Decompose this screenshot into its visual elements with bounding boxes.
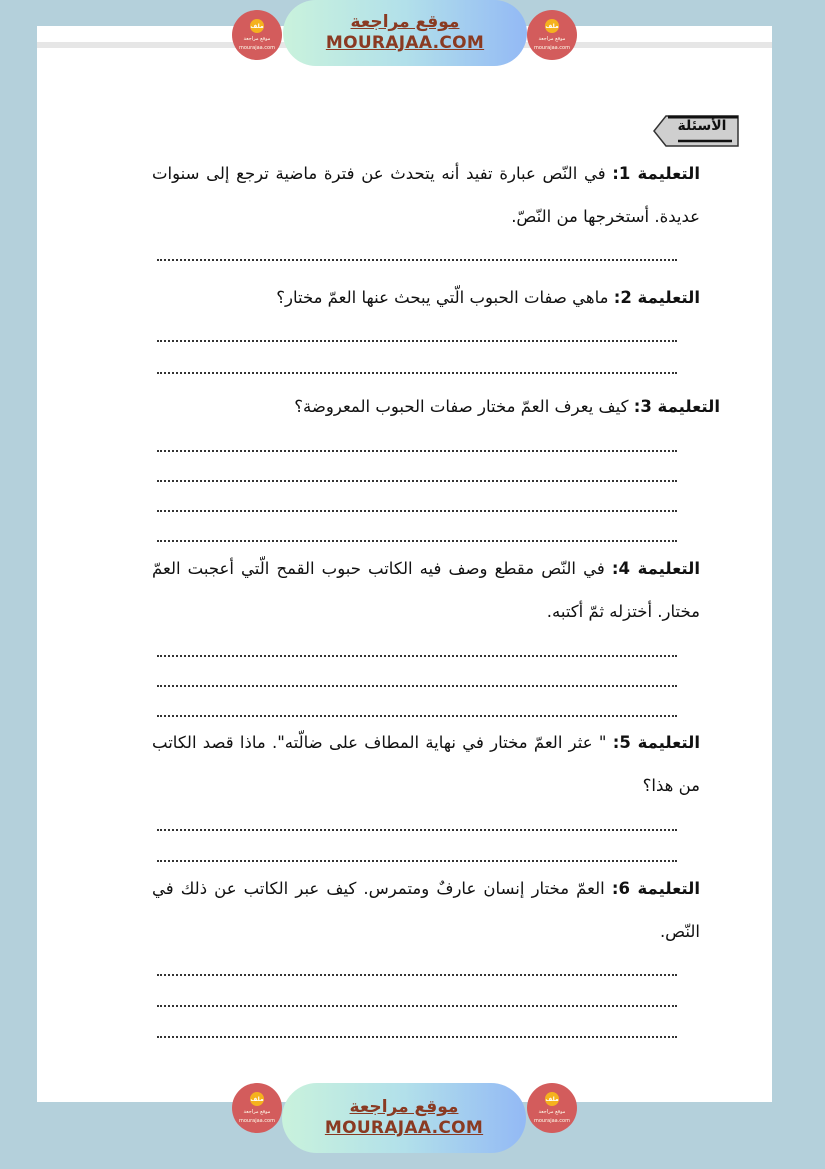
section-heading-tag: [652, 112, 740, 150]
question-label: التعليمة 3:: [633, 397, 720, 416]
badge-text-en: mourajaa.com: [533, 45, 570, 51]
question-text: " عثر العمّ مختار في نهاية المطاف على ضالّته". ماذا قصد الكاتب من هذا؟: [152, 733, 700, 795]
answer-line[interactable]: [157, 540, 677, 542]
question-6: [152, 867, 700, 953]
question-1: [152, 152, 700, 238]
answer-line[interactable]: [157, 480, 677, 482]
site-badge-top-left[interactable]: [232, 10, 282, 60]
answer-line[interactable]: [157, 372, 677, 374]
question-label: التعليمة 6:: [611, 879, 700, 898]
question-4: [152, 547, 700, 633]
site-badge-top-right[interactable]: [527, 10, 577, 60]
answer-line[interactable]: [157, 259, 677, 261]
answer-line[interactable]: [157, 510, 677, 512]
badge-text-ar: موقع مراجعة: [538, 36, 566, 42]
question-text: كيف يعرف العمّ مختار صفات الحبوب المعروضة؟: [294, 397, 629, 416]
section-title: الأسئلة: [677, 118, 727, 134]
site-badge-bottom-right[interactable]: [527, 1083, 577, 1133]
question-text: في النّص مقطع وصف فيه الكاتب حبوب القمح الّتي أعجبت العمّ مختار. أختزله ثمّ أكتبه.: [152, 559, 700, 621]
book-coin-icon: ملف: [250, 19, 264, 33]
site-banner-bottom[interactable]: [282, 1083, 526, 1153]
answer-line[interactable]: [157, 685, 677, 687]
site-banner-top[interactable]: [283, 0, 527, 66]
book-coin-icon: ملف: [545, 1092, 559, 1106]
badge-text-ar: موقع مراجعة: [538, 1109, 566, 1115]
question-label: التعليمة 5:: [612, 733, 701, 752]
answer-line[interactable]: [157, 340, 677, 342]
badge-text-en: mourajaa.com: [238, 1118, 275, 1124]
answer-line[interactable]: [157, 829, 677, 831]
question-text: ماهي صفات الحبوب الّتي يبحث عنها العمّ مختار؟: [276, 288, 609, 307]
answer-line[interactable]: [157, 860, 677, 862]
question-label: التعليمة 4:: [611, 559, 701, 578]
answer-line[interactable]: [157, 974, 677, 976]
book-coin-icon: ملف: [545, 19, 559, 33]
badge-text-ar: موقع مراجعة: [243, 36, 271, 42]
question-3: [150, 385, 720, 428]
book-coin-icon: ملف: [250, 1092, 264, 1106]
question-label: التعليمة 1:: [612, 164, 700, 183]
banner-arabic-title[interactable]: موقع مراجعة: [349, 1097, 459, 1117]
question-text: العمّ مختار إنسان عارفٌ ومتمرس. كيف عبر الكاتب عن ذلك في النّص.: [152, 879, 700, 941]
answer-line[interactable]: [157, 450, 677, 452]
question-label: التعليمة 2:: [613, 288, 700, 307]
banner-latin-title[interactable]: MOURAJAA.COM: [324, 1118, 484, 1138]
answer-line[interactable]: [157, 1036, 677, 1038]
answer-line[interactable]: [157, 715, 677, 717]
question-5: [152, 721, 700, 807]
banner-arabic-title[interactable]: موقع مراجعة: [350, 12, 460, 32]
banner-latin-title[interactable]: MOURAJAA.COM: [325, 33, 485, 53]
badge-text-en: mourajaa.com: [238, 45, 275, 51]
badge-text-ar: موقع مراجعة: [243, 1109, 271, 1115]
answer-line[interactable]: [157, 655, 677, 657]
question-text: في النّص عبارة تفيد أنه يتحدث عن فترة ماضية ترجع إلى سنوات عديدة. أستخرجها من النّصّ.: [152, 164, 700, 226]
site-badge-bottom-left[interactable]: [232, 1083, 282, 1133]
question-2: [152, 276, 700, 319]
badge-text-en: mourajaa.com: [533, 1118, 570, 1124]
answer-line[interactable]: [157, 1005, 677, 1007]
